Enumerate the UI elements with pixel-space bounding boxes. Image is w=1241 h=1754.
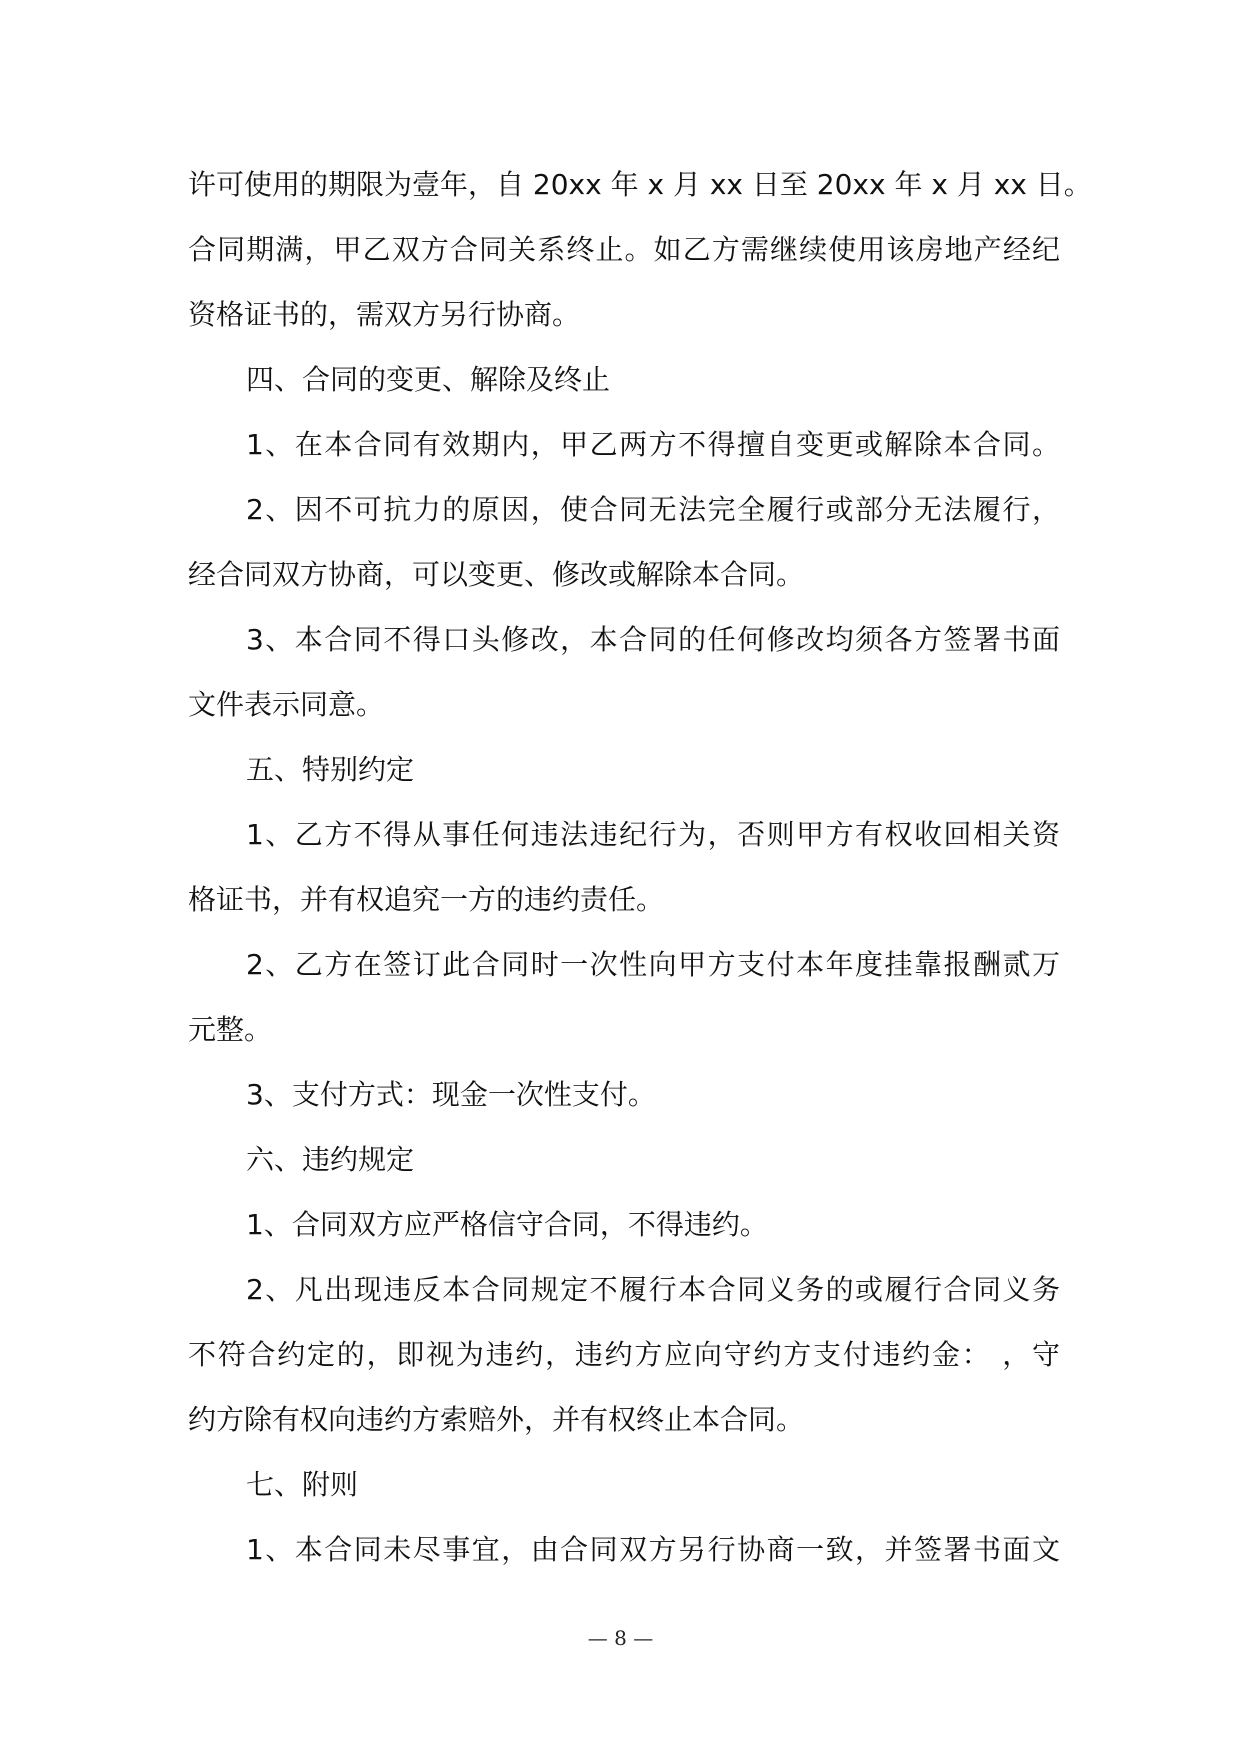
- contract-body-text: [188, 152, 1092, 1582]
- text-line: 合同期满，甲乙双方合同关系终止。如乙方需继续使用该房地产经纪: [188, 233, 1060, 266]
- clause-line: 1、在本合同有效期内，甲乙两方不得擅自变更或解除本合同。: [246, 428, 1060, 461]
- section-heading: 五、特别约定: [246, 753, 415, 786]
- section-heading: 七、附则: [246, 1468, 359, 1501]
- text-line: 元整。: [188, 1013, 273, 1046]
- clause-line: 2、因不可抗力的原因，使合同无法完全履行或部分无法履行，: [246, 493, 1060, 526]
- text-line: 约方除有权向违约方索赔外，并有权终止本合同。: [188, 1403, 805, 1436]
- text-line: 不符合约定的，即视为违约，违约方应向守约方支付违约金： ，守: [188, 1338, 1060, 1371]
- text-line: 经合同双方协商，可以变更、修改或解除本合同。: [188, 558, 805, 591]
- text-line: 资格证书的，需双方另行协商。: [188, 298, 581, 331]
- clause-line: 2、乙方在签订此合同时一次性向甲方支付本年度挂靠报酬贰万: [246, 948, 1060, 981]
- section-heading: 四、合同的变更、解除及终止: [246, 363, 611, 396]
- clause-line: 1、乙方不得从事任何违法违纪行为，否则甲方有权收回相关资: [246, 818, 1060, 851]
- section-heading: 六、违约规定: [246, 1143, 415, 1176]
- page-number: — 8 —: [587, 1626, 654, 1650]
- text-line: 格证书，并有权追究一方的违约责任。: [188, 883, 665, 916]
- clause-line: 1、本合同未尽事宜，由合同双方另行协商一致，并签署书面文: [246, 1533, 1060, 1566]
- clause-line: 1、合同双方应严格信守合同，不得违约。: [246, 1208, 768, 1241]
- clause-line: 3、本合同不得口头修改，本合同的任何修改均须各方签署书面: [246, 623, 1060, 656]
- clause-line: 3、支付方式：现金一次性支付。: [246, 1078, 656, 1111]
- text-line: 许可使用的期限为壹年，自 20xx 年 x 月 xx 日至 20xx 年 x 月 xx 日。: [188, 168, 1092, 201]
- text-line: 文件表示同意。: [188, 688, 385, 721]
- clause-line: 2、凡出现违反本合同规定不履行本合同义务的或履行合同义务: [246, 1273, 1060, 1306]
